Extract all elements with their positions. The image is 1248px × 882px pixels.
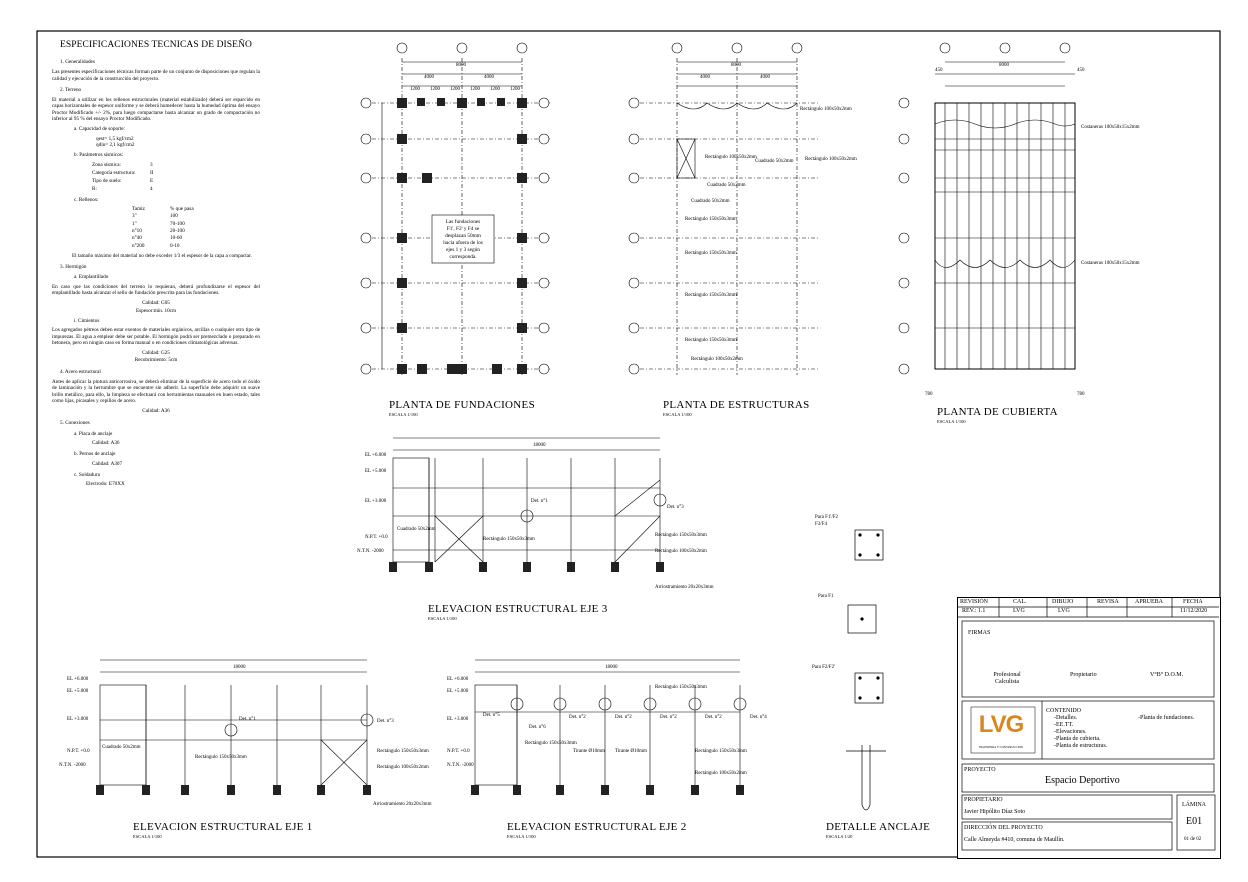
dim-label: 1200: [450, 87, 460, 92]
level-label: EL +6.000: [447, 677, 469, 682]
company-logo: LVG: [978, 711, 1024, 738]
member-label: Cuadrado 50x2mm: [755, 159, 794, 164]
firmas-label: FIRMAS: [968, 630, 991, 636]
dim-label: 450: [935, 68, 943, 73]
rev-value: 11/12/2020: [1180, 608, 1208, 614]
fill-table-row: 1" 70-100: [132, 220, 185, 227]
member-label: Rectángulo 100x50x2mm: [695, 771, 747, 776]
member-label: Tirante Ø10mm: [615, 749, 647, 754]
plate-label: F3/F4: [815, 522, 827, 527]
fill-table-row: n°200 0-10: [132, 242, 180, 249]
level-label: N.T.N. -2000: [59, 763, 86, 768]
contenido-item: -Planta de fundaciones.: [1138, 715, 1195, 721]
elevation-1-scale: ESCALA 1/100: [133, 834, 162, 839]
spec-section-4: 4. Acero estructural: [60, 368, 101, 375]
note-line: desplazan 50mm: [445, 233, 481, 239]
level-label: N.T.N. -2000: [357, 549, 384, 554]
level-label: EL +5.000: [447, 689, 469, 694]
contenido-item: -Detalles.: [1054, 715, 1078, 721]
foundation-plan-title: PLANTA DE FUNDACIONES: [389, 399, 535, 411]
dim-label: 4000: [760, 75, 770, 80]
roof-plan-title: PLANTA DE CUBIERTA: [937, 406, 1058, 418]
spec-value: Calidad: G05: [142, 300, 170, 307]
firma-propietario: Propietario: [1070, 672, 1097, 678]
foundation-plan-scale: ESCALA 1/100: [389, 412, 418, 417]
fill-table-row: 3" 100: [132, 213, 178, 220]
detail-ref: Det. n°3: [667, 505, 684, 510]
spec-sub: c. Soldadura: [74, 471, 100, 478]
member-label: Rectángulo 100x50x2mm: [805, 157, 857, 162]
dim-label: 1200: [410, 87, 420, 92]
member-label: Rectángulo 150x50x3mm: [685, 251, 737, 256]
spec-value: Calidad: G25: [142, 350, 170, 357]
member-label: Arriostramiento 20x20x3mm: [373, 802, 432, 807]
plate-label: Para F1: [818, 594, 834, 599]
lamina-label: LÁMINA: [1182, 802, 1206, 808]
direccion-value: Calle Almeyda #410, comuna de Maullín.: [964, 837, 1065, 843]
contenido-item: -Planta de estructuras.: [1054, 743, 1108, 749]
spec-sub: a. Placa de anclaje: [74, 430, 113, 437]
propietario-name: Javier Hipólito Díaz Soto: [964, 809, 1026, 815]
detail-ref: Det. n°2: [705, 715, 722, 720]
spec-value: Recubrimiento: 5cm: [134, 357, 178, 364]
dim-label: 18000: [605, 665, 618, 670]
seismic-row: Categoría estructura: II: [92, 169, 154, 176]
contenido-item: -EE.TT.: [1054, 722, 1074, 728]
member-label: Rectángulo 150x50x3mm: [685, 293, 737, 298]
roof-plan-scale: ESCALA 1/100: [937, 419, 966, 424]
member-label: Rectángulo 150x50x3mm: [377, 749, 429, 754]
level-label: EL +3.000: [447, 717, 469, 722]
spec-value: Calidad: A307: [92, 460, 123, 467]
rev-header: FECHA: [1183, 599, 1203, 605]
dim-label: 4000: [700, 75, 710, 80]
member-label: Rectángulo 150x50x3mm: [655, 533, 707, 538]
level-label: EL +5.000: [365, 469, 387, 474]
rev-header: CAL.: [1013, 599, 1027, 605]
spec-value: Electrodo: E70XX: [86, 481, 125, 488]
dim-label: 1200: [490, 87, 500, 92]
note-line: hacia afuera de los: [443, 240, 483, 246]
detail-ref: Det. n°1: [239, 717, 256, 722]
direccion-label: DIRECCIÓN DEL PROYECTO: [964, 825, 1043, 831]
dim-label: 780: [1077, 392, 1085, 397]
spec-paragraph: En caso que las condiciones del terreno lo requieran, deberá profundizarse el espesor del emplantillado hasta alcanzar el sello de fundación prescrita para las fundaciones.: [52, 283, 260, 297]
company-logo-subtitle: INGENIERIA Y CONSTRUCCION: [979, 745, 1023, 749]
detail-ref: Det. n°4: [750, 715, 767, 720]
member-label: Rectángulo 150x50x3mm: [195, 755, 247, 760]
detail-ref: Det. n°2: [569, 715, 586, 720]
spec-sub: a. Capacidad de soporte:: [74, 126, 125, 133]
rev-value: LVG: [1013, 608, 1025, 614]
roof-plan: [895, 40, 1140, 402]
member-label: Rectángulo 100x50x2mm: [377, 765, 429, 770]
rev-header: APRUEBA: [1135, 599, 1164, 605]
dim-label: 8000: [731, 63, 741, 68]
detail-ref: Det. n°1: [531, 499, 548, 504]
firma-dom: V°B° D.O.M.: [1150, 672, 1184, 678]
rev-header: REVISA: [1097, 599, 1119, 605]
member-label: Cuadrado 50x2mm: [691, 199, 730, 204]
spec-paragraph: El tamaño máximo del material no debe exceder 1/3 el espesor de la capa a compactar.: [72, 252, 252, 259]
dim-label: 4000: [424, 75, 434, 80]
contenido-item: -Planta de cubierta.: [1054, 736, 1101, 742]
level-label: N.P.T. +0.0: [447, 749, 470, 754]
elevation-axis-2: [445, 640, 795, 820]
plate-label: Para F2/F2': [812, 665, 835, 670]
spec-paragraph: Los agregados pétreos deben estar exentos de materiales orgánicos, arcillas o cualquier otro tipo de impurezas. El agua a emplear debe ser potable. El hormigón podrá ser premezclado o preparado en betonera, pero en ningún caso en forma manual o en condiciones climatológicas adversas.: [52, 327, 260, 346]
member-label: Rectángulo 100x50x2mm: [800, 107, 852, 112]
member-label: Costaneras 100x50x15x2mm: [1081, 125, 1140, 130]
dim-label: 1200: [510, 87, 520, 92]
member-label: Rectángulo 100x50x2mm: [705, 155, 757, 160]
spec-section-2: 2. Terreno: [60, 86, 82, 93]
spec-section-3: 3. Hormigón: [60, 264, 87, 271]
spec-sub: c. Rellenos:: [74, 196, 99, 203]
dim-label: 18000: [233, 665, 246, 670]
fill-table-row: n°40 10-60: [132, 235, 183, 242]
dim-label: 4000: [484, 75, 494, 80]
dim-label: 1200: [470, 87, 480, 92]
contenido-label: CONTENIDO: [1046, 708, 1081, 714]
detail-ref: Det. n°2: [615, 715, 632, 720]
anchor-detail-title: DETALLE ANCLAJE: [826, 821, 931, 833]
rev-header: REVISIÓN: [960, 599, 988, 605]
structure-plan-scale: ESCALA 1/100: [663, 412, 692, 417]
elevation-2-title: ELEVACION ESTRUCTURAL EJE 2: [507, 821, 687, 833]
level-label: N.T.N. -2000: [447, 763, 474, 768]
structure-plan-title: PLANTA DE ESTRUCTURAS: [663, 399, 810, 411]
member-label: Rectángulo 150x50x3mm: [483, 537, 535, 542]
lamina-number: E01: [1186, 816, 1203, 827]
spec-value: Espesor:mín. 10cm: [135, 307, 177, 314]
proyecto-label: PROYECTO: [964, 767, 996, 773]
member-label: Rectángulo 150x50x3mm: [695, 749, 747, 754]
detail-ref: Det. n°6: [529, 725, 546, 730]
specifications-panel: [52, 40, 260, 488]
rev-value: REV.: 1.1: [962, 608, 986, 614]
rev-value: LVG: [1058, 608, 1070, 614]
note-line: F1', F2' y F4 se: [446, 226, 480, 232]
level-label: N.P.T. +0.0: [365, 535, 388, 540]
elevation-1-title: ELEVACION ESTRUCTURAL EJE 1: [133, 821, 313, 833]
propietario-label: PROPIETARIO: [964, 797, 1003, 803]
fill-table-head: Tamiz % que pasa: [132, 206, 194, 213]
level-label: N.P.T. +0.0: [67, 749, 90, 754]
contenido-item: -Elevaciones.: [1054, 729, 1087, 735]
detail-ref: Det. n°3: [377, 719, 394, 724]
member-label: Tirante Ø10mm: [573, 749, 605, 754]
seismic-row: R: 4: [92, 186, 153, 193]
spec-paragraph: El material a utilizar en los rellenos estructurales (material estabilizado) deberá ser esparcido en capas horizontales de espesor uniforme y se deberá humedecer hasta la humedad óptima del ensayo Proctor Modificado +/- 2%, para luego compactarse hasta alcanzar un grado de compactación no inferior al 95 % del ensayo Proctor Modificado.: [52, 97, 260, 123]
spec-sub: i. Cimientos: [74, 317, 100, 324]
note-line: ejes 1 y 3 según: [446, 247, 480, 253]
spec-value: qdin= 2,1 kgf/cm2: [96, 141, 135, 148]
spec-section-1: 1. Generalidades: [60, 59, 95, 65]
elevation-3-title: ELEVACION ESTRUCTURAL EJE 3: [428, 603, 608, 615]
elevation-axis-1: [55, 640, 432, 820]
note-line: corresponda.: [449, 254, 477, 260]
member-label: Arriostramiento 20x20x3mm: [655, 585, 714, 590]
member-label: Rectángulo 150x50x3mm: [525, 741, 577, 746]
level-label: EL +5.000: [67, 689, 89, 694]
dim-label: 780: [925, 392, 933, 397]
dim-label: 18000: [533, 443, 546, 448]
spec-title: ESPECIFICACIONES TECNICAS DE DISEÑO: [59, 40, 253, 50]
note-line: Las fundaciones: [445, 219, 481, 225]
detail-ref: Det. n°2: [660, 715, 677, 720]
spec-paragraph: Antes de aplicar la pintura anticorrosiva, se deberá eliminar de la superficie de acero todo el óxido de laminación y la herrumbre que se encuentre sin adherir. La superficie debe adquirir un suave brillo metálico, para ello, la limpieza se efectuará con herramientas manuales en buen estado, tales como lijas, picasales y cepillos de acero.: [52, 378, 260, 404]
seismic-row: Tipo de suelo: E: [92, 178, 154, 185]
member-label: Rectángulo 150x50x3mm: [685, 217, 737, 222]
member-label: Cuadrado 50x2mm: [707, 183, 746, 188]
elevation-3-scale: ESCALA 1/100: [428, 616, 457, 621]
dim-label: 450: [1077, 68, 1085, 73]
proyecto-name: Espacio Deportivo: [1045, 775, 1120, 786]
spec-value: qest= 1,5 kgf/cm2: [96, 135, 134, 142]
detail-ref: Det. n°5: [483, 713, 500, 718]
lamina-count: 01 de 02: [1184, 837, 1202, 842]
plate-label: Para F1'/F2: [815, 515, 838, 520]
rev-header: DIBUJO: [1052, 599, 1074, 605]
spec-sub: b. Pernos de anclaje: [74, 451, 116, 458]
member-label: Costaneras 100x50x15x2mm: [1081, 261, 1140, 266]
level-label: EL +6.000: [67, 677, 89, 682]
dim-label: 1200: [430, 87, 440, 92]
anchor-detail-scale: ESCALA 1/20: [826, 834, 853, 839]
level-label: EL +3.000: [365, 499, 387, 504]
level-label: EL +6.000: [365, 453, 387, 458]
fill-table-row: n°10 20-100: [132, 227, 185, 234]
structure-plan: [625, 40, 857, 380]
spec-section-5: 5. Conexiones: [60, 420, 90, 427]
dim-label: 8000: [999, 63, 1009, 68]
spec-value: Calidad: A36: [92, 440, 120, 447]
plate-details: [810, 505, 950, 835]
member-label: Cuadrado 50x2mm: [102, 745, 141, 750]
spec-value: Calidad: A36: [142, 408, 170, 415]
firma-profesional: Profesional Calculista: [993, 672, 1021, 685]
dim-label: 8000: [456, 63, 466, 68]
member-label: Cuadrado 50x2mm: [397, 527, 436, 532]
level-label: EL +3.000: [67, 717, 89, 722]
seismic-row: Zona sísmica: 3: [92, 161, 153, 168]
spec-paragraph: Las presentes especificaciones técnicas forman parte de un conjunto de disposiciones que regulan la calidad y ejecución de la construcción del proyecto.: [52, 69, 260, 82]
member-label: Rectángulo 100x50x2mm: [691, 357, 743, 362]
member-label: Rectángulo 150x50x3mm: [655, 685, 707, 690]
elevation-2-scale: ESCALA 1/100: [507, 834, 536, 839]
spec-sub: b. Parámetros sísmicos:: [74, 152, 124, 159]
elevation-axis-3: [355, 420, 715, 600]
member-label: Rectángulo 100x50x2mm: [655, 549, 707, 554]
spec-sub: a. Emplantillado: [74, 274, 109, 281]
foundation-plan: [360, 40, 575, 380]
member-label: Rectángulo 150x50x3mm: [685, 338, 737, 343]
